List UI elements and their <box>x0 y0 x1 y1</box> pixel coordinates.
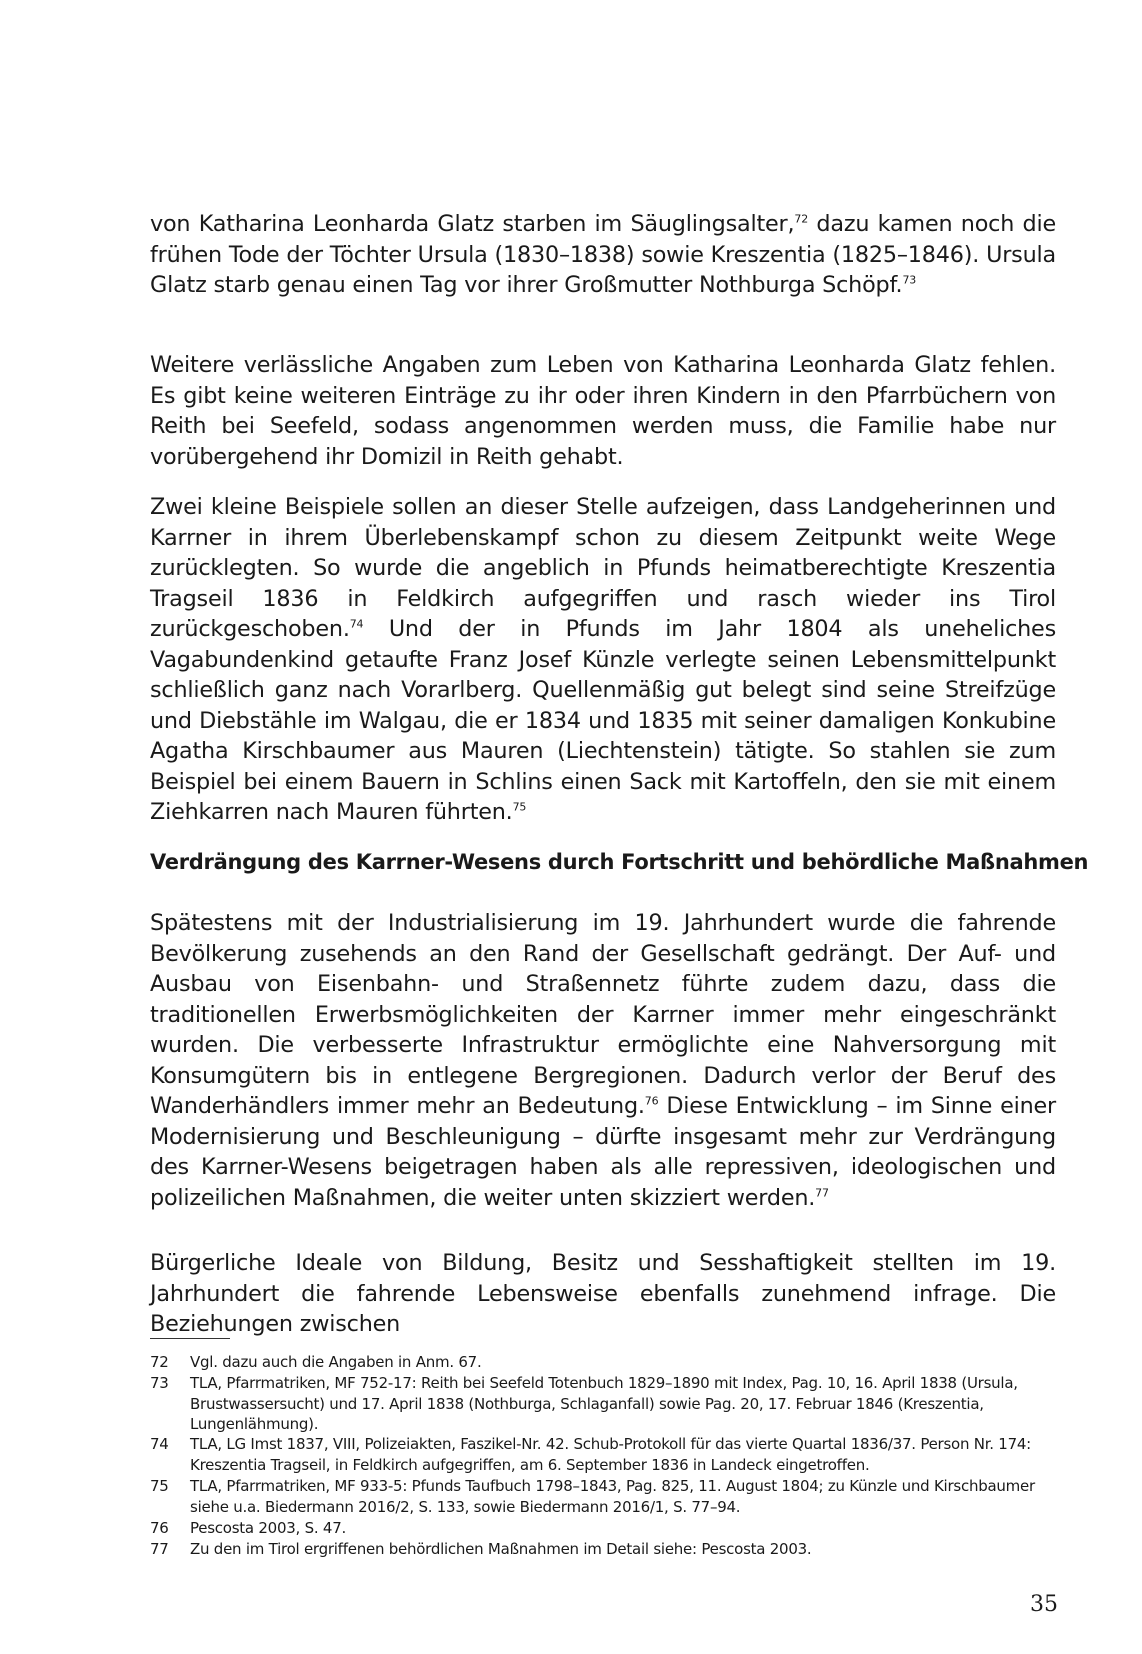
footnote-separator <box>150 1338 230 1339</box>
footnote-reference[interactable]: 77 <box>815 1186 829 1200</box>
footnote-reference[interactable]: 72 <box>794 212 809 226</box>
footnote <box>150 1476 1056 1517</box>
footnote-reference[interactable]: 74 <box>349 617 364 631</box>
footnote <box>150 1539 1056 1560</box>
footnote-number: 73 <box>150 1374 169 1392</box>
footnote-reference[interactable]: 75 <box>512 800 527 814</box>
paragraph-text: Zwei kleine Beispiele sollen an dieser Stelle aufzeigen, dass Landgeherinnen und Karrner in ihrem Überlebenskampf schon zu diesem Zeitpunkt weite Wege zurücklegten. So wurde die angeblich in Pfunds heimatberechtigte Kreszentia Tragseil 1836 in Feldkirch aufgegriffen und rasch wieder ins Tirol zurückgeschoben. <box>150 494 1056 642</box>
footnote <box>150 1518 1056 1539</box>
paragraph-text: Und der in Pfunds im Jahr 1804 als uneheliches Vagabundenkind getaufte Franz Josef Künzle verlegte seinen Lebensmittelpunkt schließlich ganz nach Vorarlberg. Quellenmäßig gut belegt sind seine Streifzüge und Diebstähle im Walgau, die er 1834 und 1835 mit seiner damaligen Konkubine Agatha Kirschbaumer aus Mauren (Liechtenstein) tätigte. So stahlen sie zum Beispiel bei einem Bauern in Schlins einen Sack mit Kartoffeln, den sie mit einem Ziehkarren nach Mauren führten. <box>150 616 1056 825</box>
footnote <box>150 1352 1056 1373</box>
paragraph-text: dazu kamen noch die frühen Tode der Töchter Ursula (1830–1838) sowie Kreszentia (1825–1846). Ursula Glatz starb genau einen Tag vor ihrer Großmutter Nothburga Schöpf. <box>150 211 1056 298</box>
footnote-number: 76 <box>150 1519 169 1537</box>
body-paragraph-4 <box>150 908 1056 1213</box>
footnote-number: 74 <box>150 1435 169 1453</box>
footnote-reference[interactable]: 76 <box>644 1094 659 1108</box>
paragraph-text: Spätestens mit der Industrialisierung im 19. Jahrhundert wurde die fahrende Bevölkerung zusehends an den Rand der Gesellschaft gedrängt. Der Auf- und Ausbau von Eisenbahn- und Straßennetz führte zudem dazu, dass die traditionellen Erwerbsmöglichkeiten der Karrner immer mehr eingeschränkt wurden. Die verbesserte Infrastruktur ermöglichte eine Nahversorgung mit Konsumgütern bis in entlegene Bergregionen. Dadurch verlor der Beruf des Wanderhändlers immer mehr an Bedeutung. <box>150 910 1056 1119</box>
footnote-reference[interactable]: 73 <box>902 273 917 287</box>
footnote-text: TLA, LG Imst 1837, VIII, Polizeiakten, Faszikel-Nr. 42. Schub-Protokoll für das vierte Quartal 1836/37. Person Nr. 174: Kreszentia Tragseil, in Feldkirch aufgegriffen, am 6. September 1836 in Landeck eingetroffen. <box>190 1435 1031 1474</box>
footnote-text: TLA, Pfarrmatriken, MF 933-5: Pfunds Taufbuch 1798–1843, Pag. 825, 11. August 1804; zu Künzle und Kirschbaumer siehe u.a. Biedermann 2016/2, S. 133, sowie Biedermann 2016/1, S. 77–94. <box>190 1477 1035 1516</box>
body-paragraph-1 <box>150 209 1056 301</box>
body-paragraph-5 <box>150 1248 1056 1340</box>
footnote-number: 77 <box>150 1540 169 1558</box>
footnote-number: 75 <box>150 1477 169 1495</box>
paragraph-text: Diese Entwicklung – im Sinne einer Modernisierung und Beschleunigung – dürfte insgesamt mehr zur Verdrängung des Karrner-Wesens beigetragen haben als alle repressiven, ideologischen und polizeilichen Maßnahmen, die weiter unten skizziert werden. <box>150 1093 1056 1211</box>
footnote-text: Vgl. dazu auch die Angaben in Anm. 67. <box>190 1353 482 1371</box>
footnote-number: 72 <box>150 1353 169 1371</box>
page-number: 35 <box>1030 1592 1058 1617</box>
section-heading: Verdrängung des Karrner-Wesens durch Fortschritt und behördliche Maßnahmen <box>150 850 1089 874</box>
footnote-text: Zu den im Tirol ergriffenen behördlichen Maßnahmen im Detail siehe: Pescosta 2003. <box>190 1540 812 1558</box>
paragraph-text: Weitere verlässliche Angaben zum Leben von Katharina Leonharda Glatz fehlen. Es gibt keine weiteren Einträge zu ihr oder ihren Kindern in den Pfarrbüchern von Reith bei Seefeld, sodass angenommen werden muss, die Familie habe nur vorübergehend ihr Domizil in Reith gehabt. <box>150 352 1056 470</box>
body-paragraph-2 <box>150 350 1056 472</box>
footnote <box>150 1373 1056 1435</box>
footnote <box>150 1434 1056 1475</box>
footnote-text: Pescosta 2003, S. 47. <box>190 1519 347 1537</box>
paragraph-text: von Katharina Leonharda Glatz starben im Säuglingsalter, <box>150 211 795 237</box>
paragraph-text: Bürgerliche Ideale von Bildung, Besitz und Sesshaftigkeit stellten im 19. Jahrhundert die fahrende Lebensweise ebenfalls zunehmend infrage. Die Beziehungen zwischen <box>150 1250 1056 1337</box>
footnote-text: TLA, Pfarrmatriken, MF 752-17: Reith bei Seefeld Totenbuch 1829–1890 mit Index, Pag. 10, 16. April 1838 (Ursula, Brustwassersucht) und 17. April 1838 (Nothburga, Schlaganfall) sowie Pag. 20, 17. Februar 1846 (Kreszentia, Lungenlähmung). <box>190 1374 1018 1433</box>
body-paragraph-3 <box>150 492 1056 828</box>
